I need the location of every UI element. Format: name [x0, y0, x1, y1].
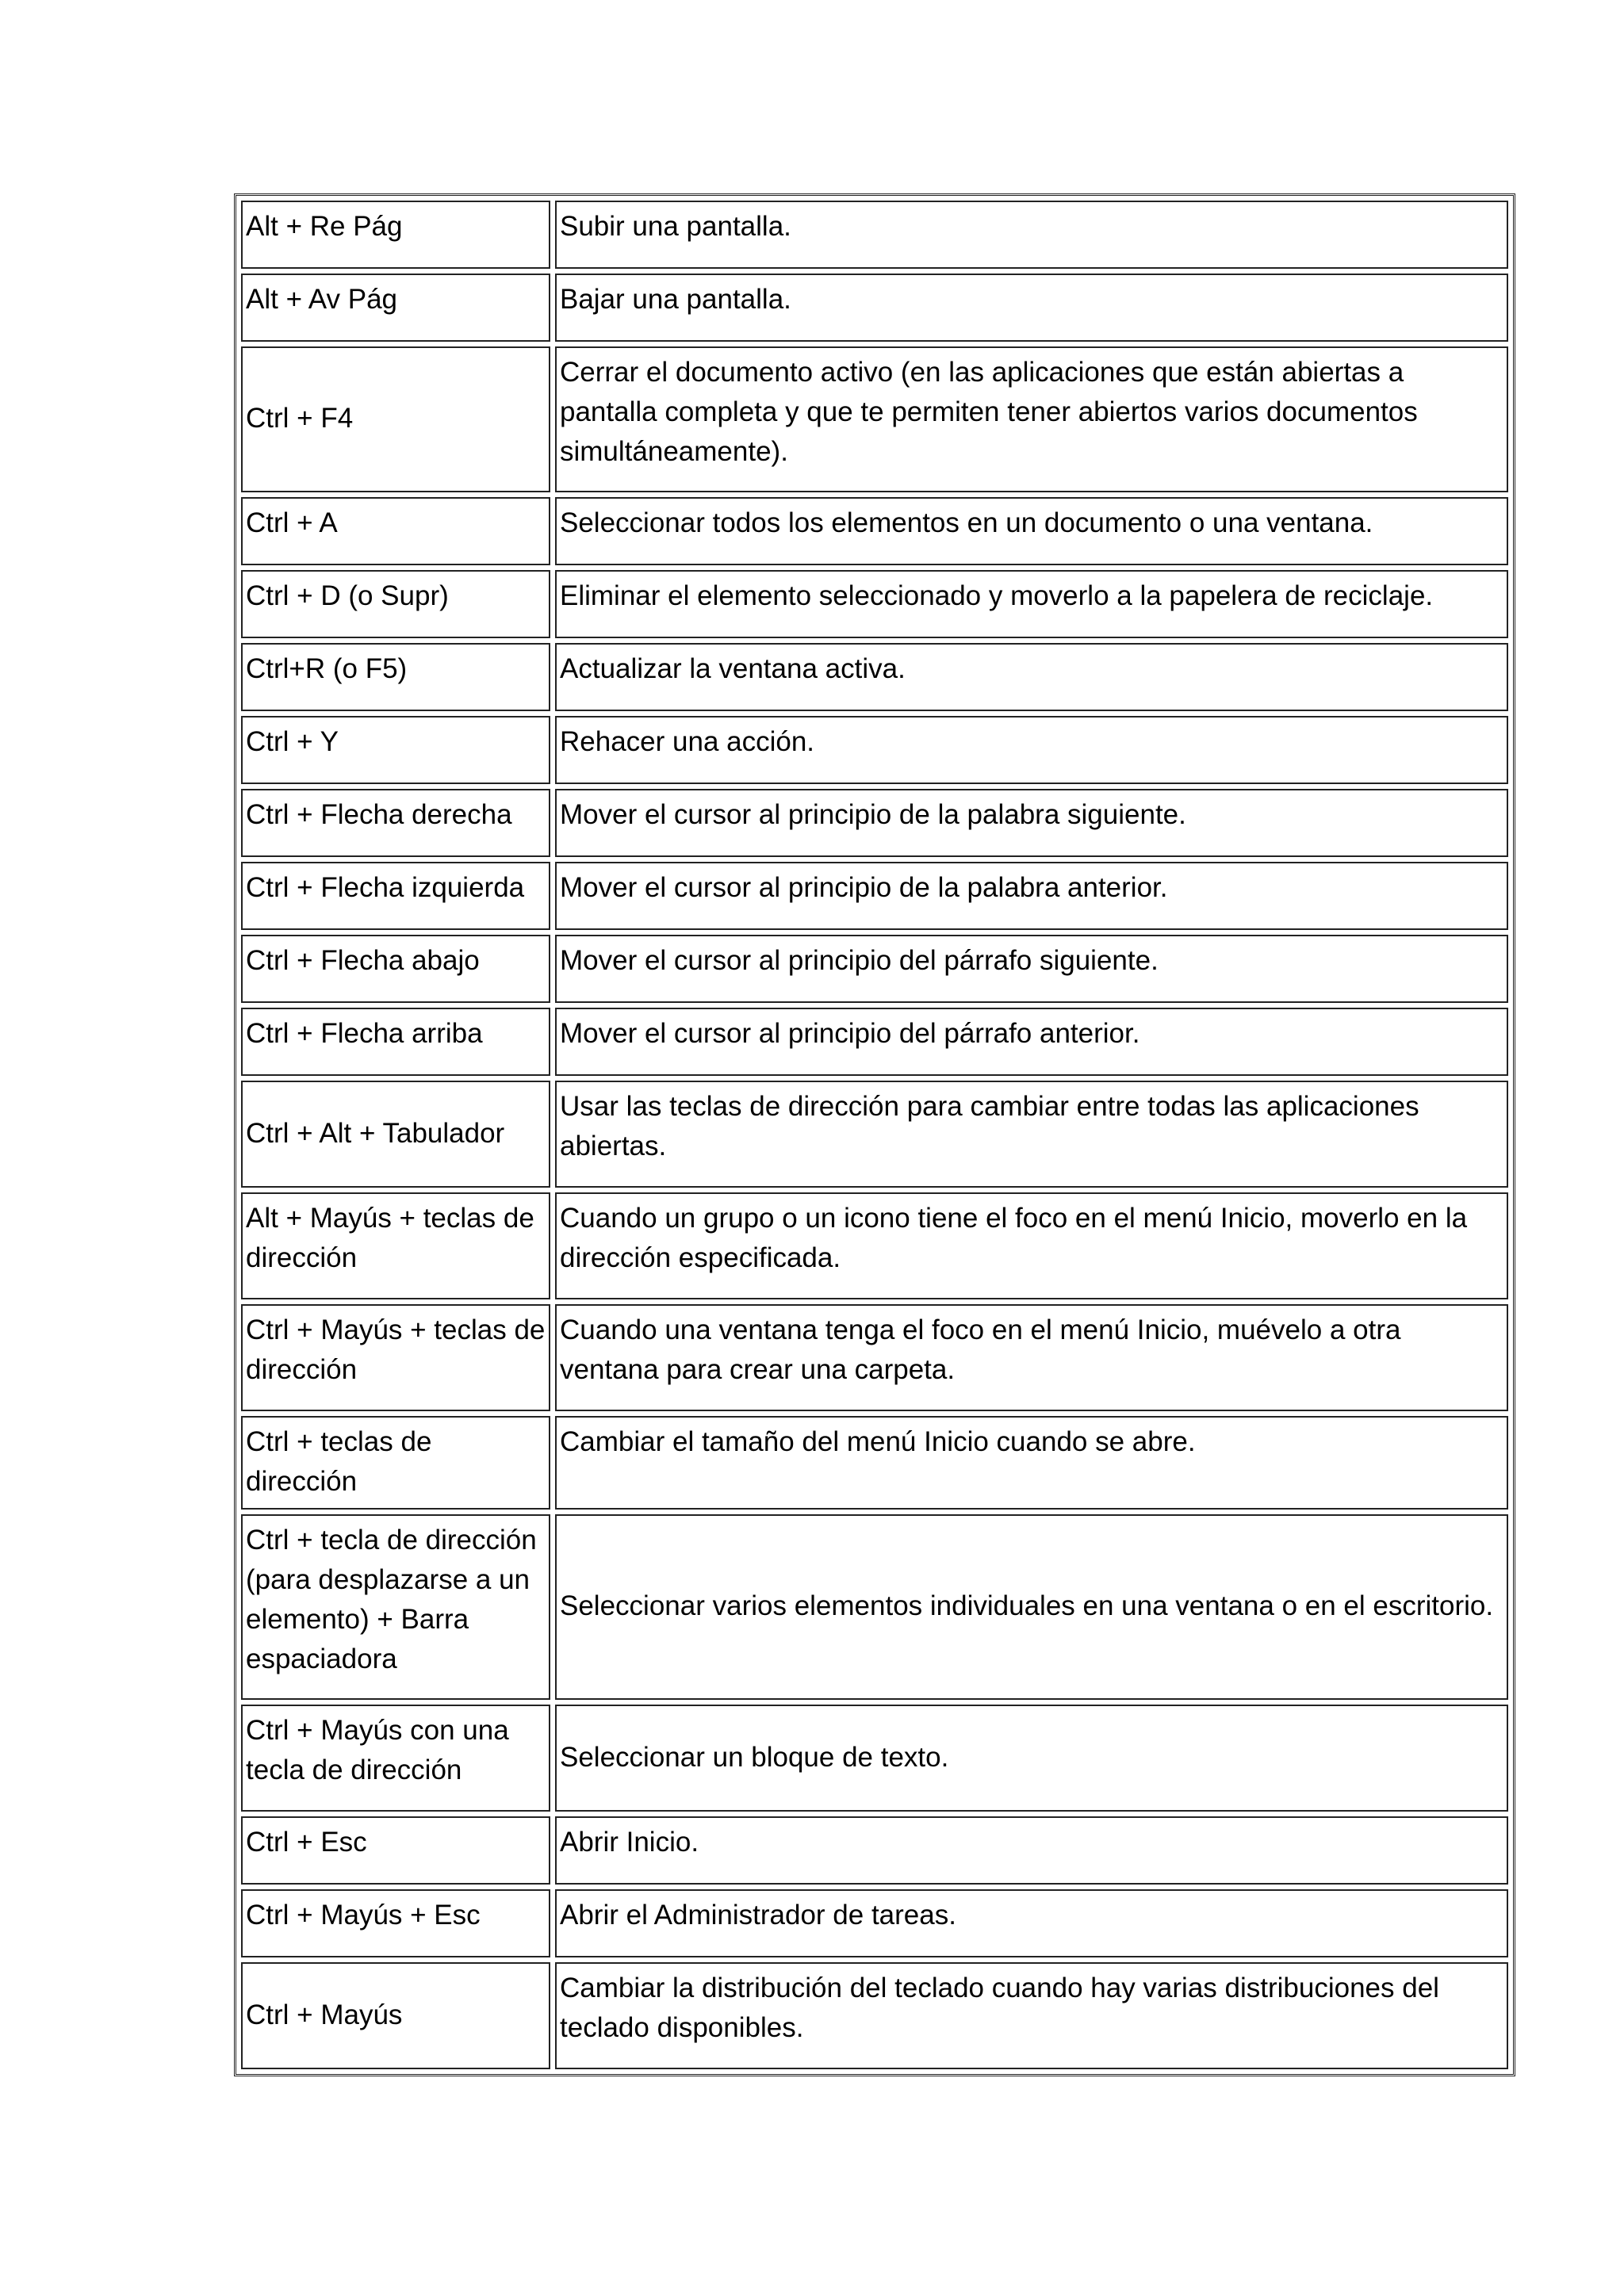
table-row: [241, 1008, 1508, 1076]
shortcut-description-cell: Subir una pantalla.: [555, 201, 1508, 269]
table-row: [241, 1192, 1508, 1299]
shortcut-keys-cell: Alt + Re Pág: [241, 201, 550, 269]
shortcut-description-cell: Abrir el Administrador de tareas.: [555, 1889, 1508, 1957]
shortcut-keys-cell: Ctrl + Flecha abajo: [241, 935, 550, 1003]
table-row: [241, 1081, 1508, 1188]
table-row: [241, 346, 1508, 492]
shortcut-keys-cell: Ctrl + Flecha izquierda: [241, 862, 550, 930]
shortcut-description-cell: Eliminar el elemento seleccionado y moverlo a la papelera de reciclaje.: [555, 570, 1508, 638]
table-row: [241, 643, 1508, 711]
table-row: [241, 497, 1508, 565]
shortcut-keys-cell: Alt + Mayús + teclas de dirección: [241, 1192, 550, 1299]
table-row: [241, 1304, 1508, 1411]
shortcut-keys-cell: Ctrl + Esc: [241, 1816, 550, 1885]
table-row: [241, 935, 1508, 1003]
shortcut-description-cell: Cerrar el documento activo (en las aplicaciones que están abiertas a pantalla completa y que te permiten tener abiertos varios documentos simultáneamente).: [555, 346, 1508, 492]
shortcut-keys-cell: Ctrl+R (o F5): [241, 643, 550, 711]
table-row: [241, 274, 1508, 342]
table-row: [241, 201, 1508, 269]
table-row: [241, 570, 1508, 638]
shortcut-description-cell: Seleccionar varios elementos individuales en una ventana o en el escritorio.: [555, 1514, 1508, 1700]
table-row: [241, 1962, 1508, 2069]
shortcut-keys-cell: Ctrl + Flecha arriba: [241, 1008, 550, 1076]
table-row: [241, 862, 1508, 930]
shortcut-description-cell: Mover el cursor al principio de la palabra anterior.: [555, 862, 1508, 930]
table-row: [241, 1816, 1508, 1885]
shortcut-description-cell: Cambiar la distribución del teclado cuando hay varias distribuciones del teclado disponibles.: [555, 1962, 1508, 2069]
shortcut-description-cell: Mover el cursor al principio de la palabra siguiente.: [555, 789, 1508, 857]
shortcut-keys-cell: Ctrl + A: [241, 497, 550, 565]
shortcut-description-cell: Mover el cursor al principio del párrafo anterior.: [555, 1008, 1508, 1076]
shortcut-keys-cell: Ctrl + teclas de dirección: [241, 1416, 550, 1510]
shortcut-description-cell: Actualizar la ventana activa.: [555, 643, 1508, 711]
table-row: [241, 1889, 1508, 1957]
shortcut-description-cell: Seleccionar todos los elementos en un documento o una ventana.: [555, 497, 1508, 565]
shortcut-keys-cell: Ctrl + Mayús + teclas de dirección: [241, 1304, 550, 1411]
table-row: [241, 1416, 1508, 1510]
table-row: [241, 1514, 1508, 1700]
shortcut-description-cell: Cuando una ventana tenga el foco en el menú Inicio, muévelo a otra ventana para crear una carpeta.: [555, 1304, 1508, 1411]
table-row: [241, 716, 1508, 784]
shortcut-keys-cell: Ctrl + tecla de dirección (para desplazarse a un elemento) + Barra espaciadora: [241, 1514, 550, 1700]
shortcut-keys-cell: Ctrl + Mayús + Esc: [241, 1889, 550, 1957]
shortcut-description-cell: Cambiar el tamaño del menú Inicio cuando se abre.: [555, 1416, 1508, 1510]
table-row: [241, 789, 1508, 857]
shortcut-keys-cell: Ctrl + Y: [241, 716, 550, 784]
keyboard-shortcuts-table: [234, 193, 1515, 2076]
shortcut-description-cell: Bajar una pantalla.: [555, 274, 1508, 342]
shortcut-keys-cell: Ctrl + Alt + Tabulador: [241, 1081, 550, 1188]
shortcut-keys-cell: Ctrl + F4: [241, 346, 550, 492]
shortcut-description-cell: Usar las teclas de dirección para cambiar entre todas las aplicaciones abiertas.: [555, 1081, 1508, 1188]
table-row: [241, 1705, 1508, 1812]
shortcut-keys-cell: Ctrl + Flecha derecha: [241, 789, 550, 857]
shortcut-description-cell: Mover el cursor al principio del párrafo siguiente.: [555, 935, 1508, 1003]
shortcut-description-cell: Cuando un grupo o un icono tiene el foco en el menú Inicio, moverlo en la dirección especificada.: [555, 1192, 1508, 1299]
shortcut-keys-cell: Ctrl + Mayús: [241, 1962, 550, 2069]
shortcut-description-cell: Seleccionar un bloque de texto.: [555, 1705, 1508, 1812]
shortcut-description-cell: Rehacer una acción.: [555, 716, 1508, 784]
shortcut-keys-cell: Alt + Av Pág: [241, 274, 550, 342]
shortcut-keys-cell: Ctrl + Mayús con una tecla de dirección: [241, 1705, 550, 1812]
shortcut-description-cell: Abrir Inicio.: [555, 1816, 1508, 1885]
shortcut-keys-cell: Ctrl + D (o Supr): [241, 570, 550, 638]
